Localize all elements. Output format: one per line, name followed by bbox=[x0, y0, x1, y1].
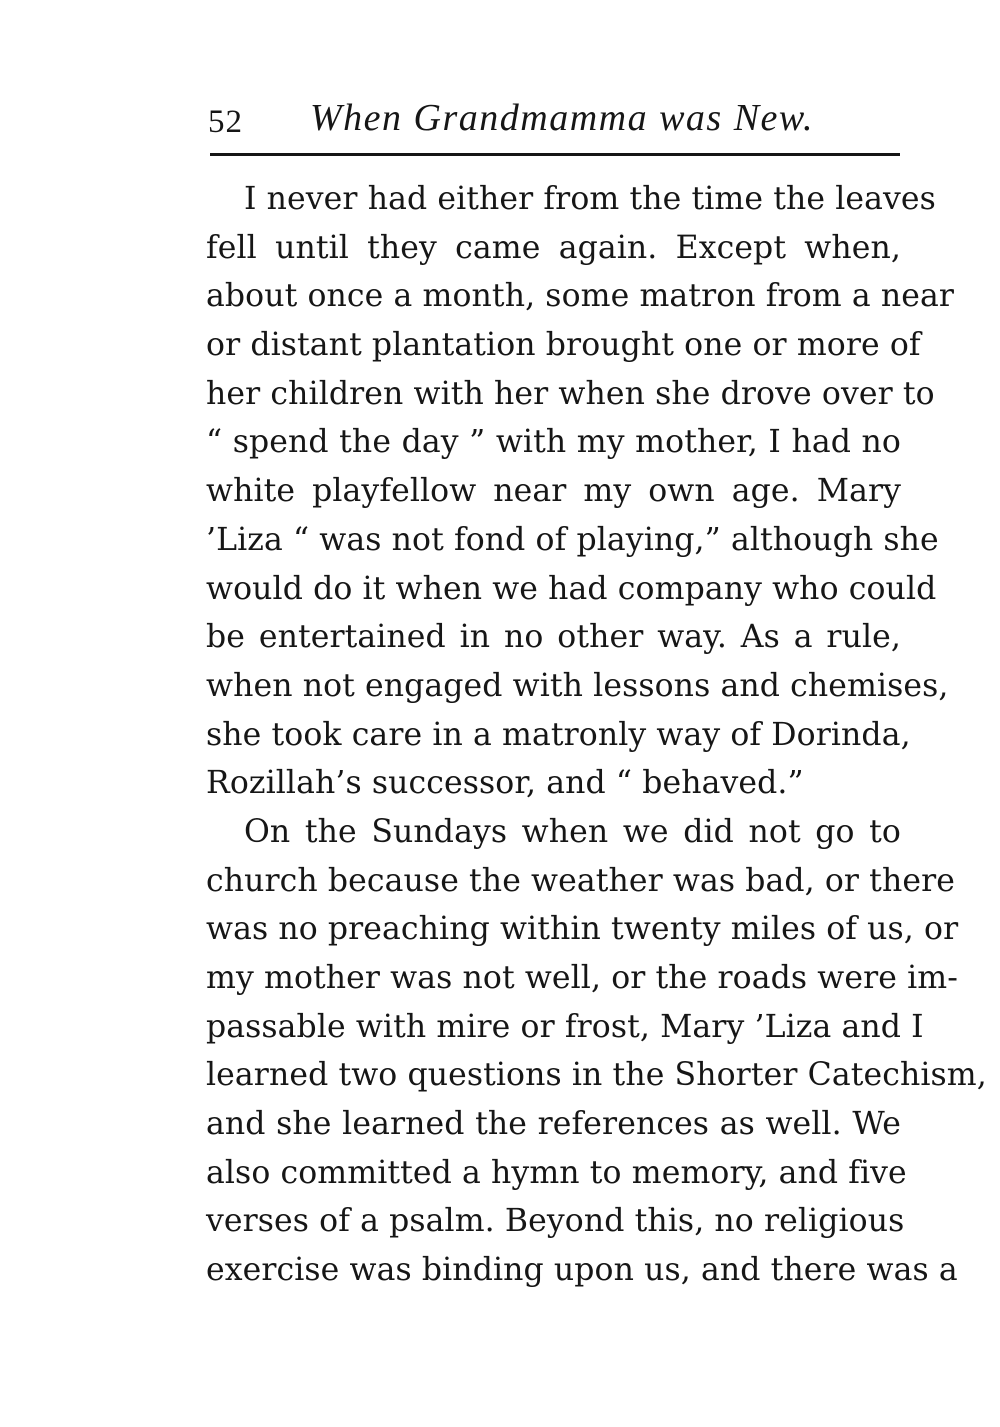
text-line: or distant plantation brought one or more of bbox=[206, 327, 921, 364]
text-line: my mother was not well, or the roads were im- bbox=[206, 960, 958, 996]
text-line: about once a month, some matron from a near bbox=[206, 278, 955, 315]
page-header bbox=[208, 96, 902, 144]
body-text bbox=[206, 175, 987, 1295]
text-line: On the Sundays when we did not go to bbox=[244, 813, 901, 850]
paragraph-2 bbox=[206, 808, 987, 1295]
running-title: When Grandmamma was New. bbox=[310, 97, 814, 139]
text-line: and she learned the references as well. We bbox=[206, 1106, 901, 1143]
page-number: 52 bbox=[208, 104, 243, 140]
text-line: was no preaching within twenty miles of us, or bbox=[206, 911, 959, 948]
text-line: also committed a hymn to memory, and five bbox=[206, 1154, 907, 1191]
paragraph-1 bbox=[206, 175, 955, 808]
text-line: exercise was binding upon us, and there was a bbox=[206, 1252, 958, 1289]
text-line: she took care in a matronly way of Dorinda, bbox=[206, 716, 911, 753]
text-line: would do it when we had company who could bbox=[206, 570, 937, 607]
text-line: I never had either from the time the leaves bbox=[244, 181, 936, 217]
text-line: her children with her when she drove over to bbox=[206, 375, 935, 412]
text-line: when not engaged with lessons and chemises, bbox=[206, 667, 949, 704]
text-line: verses of a psalm. Beyond this, no religious bbox=[206, 1203, 905, 1240]
text-line: passable with mire or frost, Mary ’Liza and I bbox=[206, 1008, 924, 1045]
text-line: fell until they came again. Except when, bbox=[206, 229, 901, 266]
text-line: ’Liza “ was not fond of playing,” although she bbox=[206, 521, 939, 558]
text-line: be entertained in no other way. As a rule, bbox=[206, 619, 901, 656]
text-line: learned two questions in the Shorter Catechism, bbox=[206, 1057, 987, 1094]
text-line: white playfellow near my own age. Mary bbox=[206, 473, 901, 510]
text-line: “ spend the day ” with my mother, I had no bbox=[206, 424, 901, 461]
text-line: Rozillah’s successor, and “ behaved.” bbox=[206, 765, 804, 802]
text-line: church because the weather was bad, or there bbox=[206, 862, 955, 899]
header-rule bbox=[210, 153, 900, 156]
